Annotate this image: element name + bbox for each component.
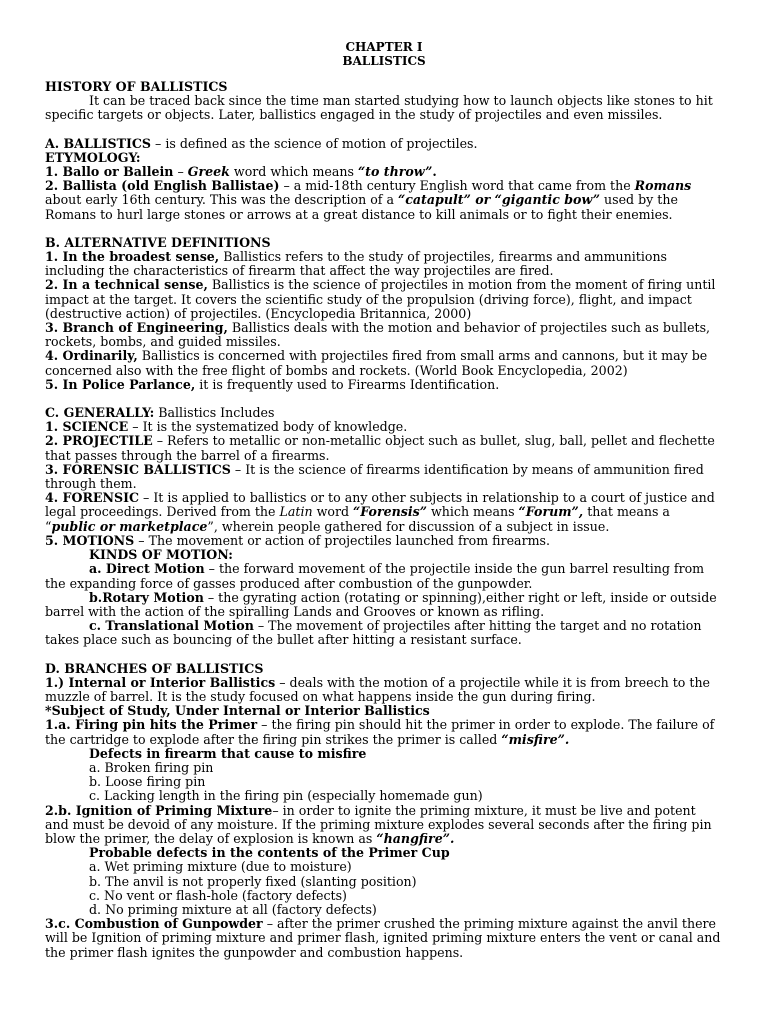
probable-defects-heading: Probable defects in the contents of the Primer Cup [89,845,450,861]
history-heading: HISTORY OF BALLISTICS [45,79,228,94]
subject-of-study-heading: *Subject of Study, Under Internal or Interior Ballistics [45,703,430,719]
direct-motion-item: a. Direct Motion – the forward movement of the projectile inside the gun barrel resulting from the expanding force of gasses produced after combustion of the gunpowder. [45,561,705,591]
rotary-motion-item: b.Rotary Motion – the gyrating action (rotating or spinning),either right or left, inside or outside barrel with the action of the spiralling Lands and Grooves or known as rifling. [45,589,717,619]
probable-defect-item: b. The anvil is not properly fixed (slanting position) [89,873,417,889]
defects-heading: Defects in firearm that cause to misfire [89,745,367,761]
alt-definition-2: 2. In a technical sense, Ballistics is the science of projectiles in motion from the moment of firing until impact at the target. It covers the scientific study of the propulsion (driving force), flight, and impact (destructive action) of projectiles. (Encyclopedia Britannica, 2000) [45,277,716,321]
alt-definition-5: 5. In Police Parlance, it is frequently used to Firearms Identification. [45,376,500,392]
forensic-item: 4. FORENSIC – It is applied to ballistics or to any other subjects in relationship to a court of justice and legal proceedings. Derived from the Latin word “Forensis” which means “Forum”, that means a “public or marketplace”, wherein people gathered for discussion of a subject in issue. [45,490,715,534]
etymology-heading: ETYMOLOGY: [45,149,141,165]
ballistics-definition: A. BALLISTICS – is defined as the science of motion of projectiles. [45,135,478,151]
science-item: 1. SCIENCE – It is the systematized body of knowledge. [45,419,408,435]
defect-item: b. Loose firing pin [89,774,206,790]
probable-defect-item: d. No priming mixture at all (factory defects) [89,901,377,917]
history-paragraph: It can be traced back since the time man started studying how to launch objects like stones to hit specific targets or objects. Later, ballistics engaged in the study of projectiles and even missiles. [45,93,713,123]
combustion-item: 3.c. Combustion of Gunpowder – after the primer crushed the priming mixture against the anvil there will be Ignition of priming mixture and primer flash, ignited priming mixture enters the vent or canal and the primer flash ignites the gunpowder and combustion happens. [45,916,721,960]
probable-defect-item: a. Wet priming mixture (due to moisture) [89,859,352,875]
chapter-title: BALLISTICS [342,54,426,68]
document-body [45,80,723,960]
generally-heading: C. GENERALLY: Ballistics Includes [45,405,275,421]
alt-definition-4: 4. Ordinarily, Ballistics is concerned with projectiles fired from small arms and cannons, but it may be concerned also with the free flight of bombs and rockets. (World Book Encyclopedia, 2002) [45,348,708,378]
etymology-item-2: 2. Ballista (old English Ballistae) – a mid-18th century English word that came from the Romans about early 16th century. This was the description of a “catapult” or “gigantic bow” used by the Romans to hurl large stones or arrows at a great distance to kill animals or to fight their enemies. [45,178,692,222]
translational-motion-item: c. Translational Motion – The movement of projectiles after hitting the target and no rotation takes place such as bouncing of the bullet after hitting a resistant surface. [45,618,702,648]
etymology-item-1: 1. Ballo or Ballein – Greek word which means “to throw”. [45,164,437,180]
chapter-number: CHAPTER I [345,40,423,54]
motions-item: 5. MOTIONS – The movement or action of projectiles launched from firearms. [45,532,550,548]
ignition-item: 2.b. Ignition of Priming Mixture– in order to ignite the priming mixture, it must be live and potent and must be devoid of any moisture. If the priming mixture explodes several seconds after the firing pin blow the primer, the delay of explosion is known as “hangfire”. [45,802,712,846]
ballistics-label: A. BALLISTICS [45,135,152,151]
defect-item: a. Broken firing pin [89,759,214,775]
projectile-item: 2. PROJECTILE – Refers to metallic or non-metallic object such as bullet, slug, ball, pellet and flechette that passes through the barrel of a firearms. [45,433,715,463]
alt-definition-3: 3. Branch of Engineering, Ballistics deals with the motion and behavior of projectiles such as bullets, rockets, bombs, and guided missiles. [45,320,711,350]
forensic-ballistics-item: 3. FORENSIC BALLISTICS – It is the science of firearms identification by means of ammunition fired through them. [45,461,704,492]
firing-pin-item: 1.a. Firing pin hits the Primer – the firing pin should hit the primer in order to explode. The failure of the cartridge to explode after the firing pin strikes the primer is called “misfire”. [45,717,715,747]
branches-heading: D. BRANCHES OF BALLISTICS [45,660,264,676]
defect-item: c. Lacking length in the firing pin (especially homemade gun) [89,788,483,804]
internal-ballistics-item: 1.) Internal or Interior Ballistics – deals with the motion of a projectile while it is from breech to the muzzle of barrel. It is the study focused on what happens inside the gun during firing. [45,674,711,704]
probable-defect-item: c. No vent or flash-hole (factory defects) [89,887,347,903]
kinds-of-motion-heading: KINDS OF MOTION: [89,547,233,563]
alternative-definitions-heading: B. ALTERNATIVE DEFINITIONS [45,234,271,250]
alt-definition-1: 1. In the broadest sense, Ballistics refers to the study of projectiles, firearms and ammunitions including the characteristics of firearm that affect the way projectiles are fired. [45,249,668,279]
